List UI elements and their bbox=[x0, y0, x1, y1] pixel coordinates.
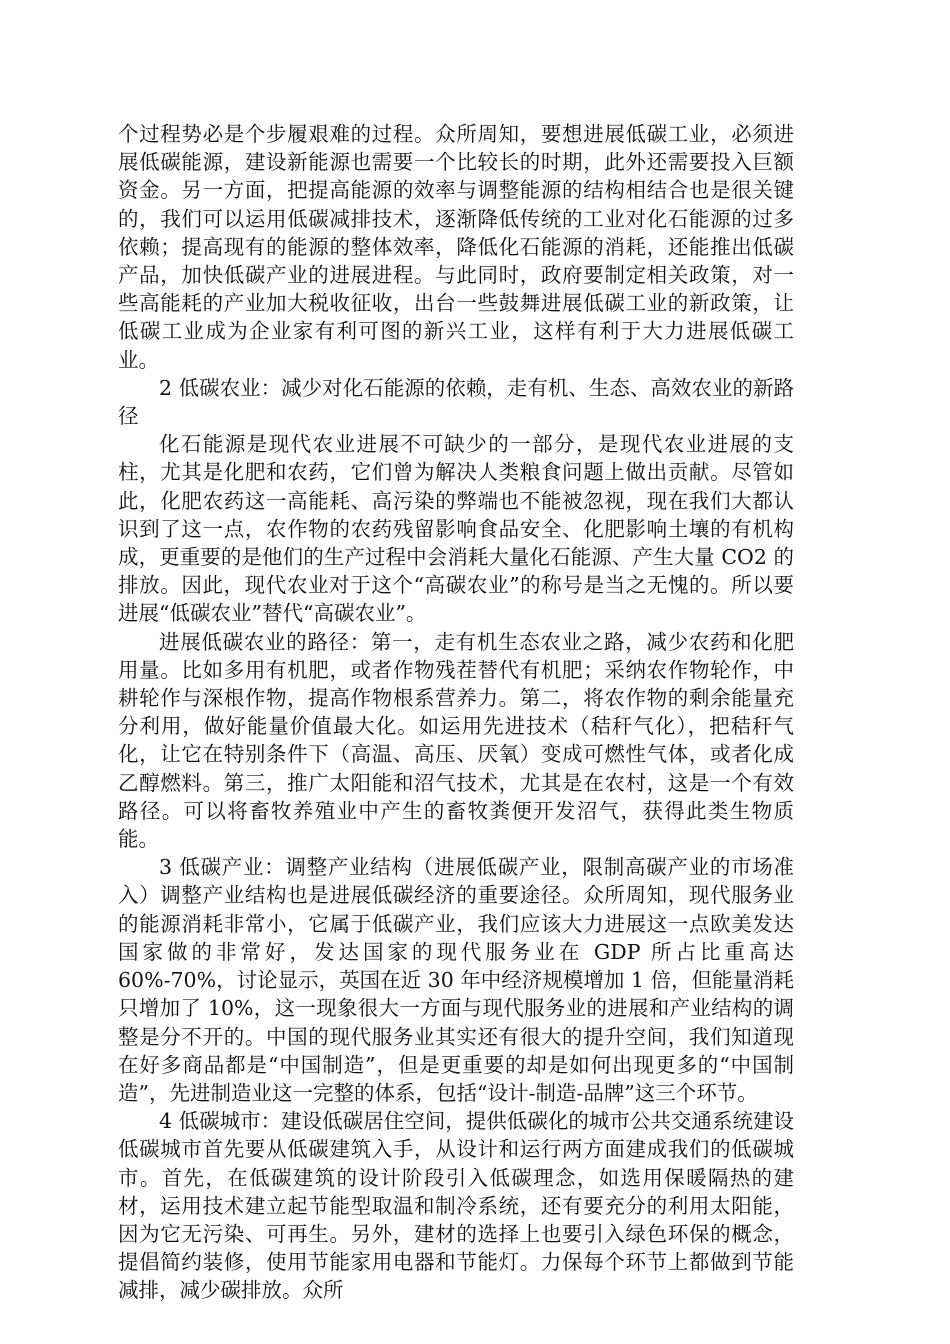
paragraph-low-carbon-industry: 3 低碳产业：调整产业结构（进展低碳产业，限制高碳产业的市场准入）调整产业结构也是进展低碳经济的重要途径。众所周知，现代服务业的能源消耗非常小，它属于低碳产业，我们应该大力进展这一点欧美发达国家做的非常好，发达国家的现代服务业在 GDP 所占比重高达 60%-70%，讨论显示，英国在近 30 年中经济规模增加 1 倍，但能量消耗只增加了 10%，这一现象很大一方面与现代服务业的进展和产业结构的调整是分不开的。中国的现代服务业其实还有很大的提升空间，我们知道现在好多商品都是“中国制造”，但是更重要的却是如何出现更多的“中国制造”，先进制造业这一完整的体系，包括“设计-制造-品牌”这三个环节。 bbox=[118, 855, 794, 1105]
paragraph-industry-continued: 个过程势必是个步履艰难的过程。众所周知，要想进展低碳工业，必须进展低碳能源，建设新能源也需要一个比较长的时期，此外还需要投入巨额资金。另一方面，把提高能源的效率与调整能源的结构相结合也是很关键的，我们可以运用低碳减排技术，逐渐降低传统的工业对化石能源的过多依赖；提高现有的能源的整体效率，降低化石能源的消耗，还能推出低碳产品，加快低碳产业的进展进程。与此同时，政府要制定相关政策，对一些高能耗的产业加大税收征收，出台一些鼓舞进展低碳工业的新政策，让低碳工业成为企业家有利可图的新兴工业，这样有利于大力进展低碳工业。 bbox=[118, 122, 794, 372]
paragraph-fossil-energy-agriculture: 化石能源是现代农业进展不可缺少的一部分，是现代农业进展的支柱，尤其是化肥和农药，它们曾为解决人类粮食问题上做出贡献。尽管如此，化肥农药这一高能耗、高污染的弊端也不能被忽视，现在我们大都认识到了这一点，农作物的农药残留影响食品安全、化肥影响土壤的有机构成，更重要的是他们的生产过程中会消耗大量化石能源、产生大量 CO2 的排放。因此，现代农业对于这个“高碳农业”的称号是当之无愧的。所以要进展“低碳农业”替代“高碳农业”。 bbox=[118, 432, 794, 626]
paragraph-low-carbon-city: 4 低碳城市：建设低碳居住空间，提供低碳化的城市公共交通系统建设低碳城市首先要从低碳建筑入手，从设计和运行两方面建成我们的低碳城市。首先，在低碳建筑的设计阶段引入低碳理念，如选用保暖隔热的建材，运用技术建立起节能型取温和制冷系统，还有要充分的利用太阳能，因为它无污染、可再生。另外，建材的选择上也要引入绿色环保的概念，提倡简约装修，使用节能家用电器和节能灯。力保每个环节上都做到节能减排，减少碳排放。众所 bbox=[118, 1109, 794, 1303]
document-body bbox=[118, 120, 794, 1305]
heading-low-carbon-agriculture: 2 低碳农业：减少对化石能源的依赖，走有机、生态、高效农业的新路径 bbox=[118, 375, 794, 429]
paragraph-agriculture-paths: 进展低碳农业的路径：第一，走有机生态农业之路，减少农药和化肥用量。比如多用有机肥，或者作物残茬替代有机肥；采纳农作物轮作，中耕轮作与深根作物，提高作物根系营养力。第二，将农作物的剩余能量充分利用，做好能量价值最大化。如运用先进技术（秸秆气化），把秸秆气化，让它在特别条件下（高温、高压、厌氧）变成可燃性气体，或者化成乙醇燃料。第三，推广太阳能和沼气技术，尤其是在农村，这是一个有效路径。可以将畜牧养殖业中产生的畜牧粪便开发沼气，获得此类生物质能。 bbox=[118, 629, 794, 852]
